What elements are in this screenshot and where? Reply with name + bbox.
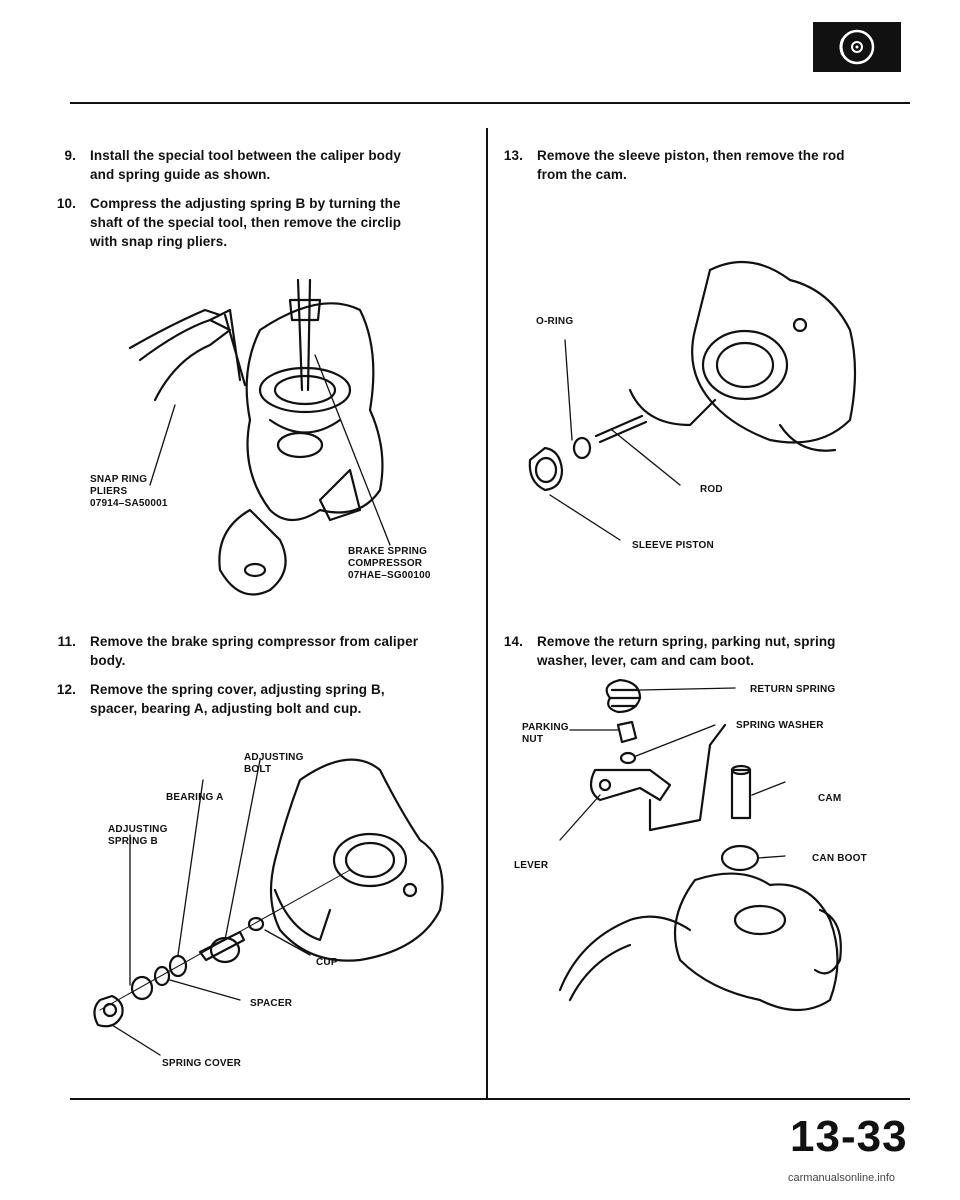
figure-sleeve-piston	[500, 250, 900, 560]
o-ring-part	[574, 438, 590, 458]
label-spring-cover: SPRING COVER	[162, 1058, 242, 1069]
step-text-line: and spring guide as shown.	[90, 167, 271, 182]
step-text-line: washer, lever, cam and cam boot.	[537, 653, 755, 668]
step-text-line: Install the special tool between the caliper body	[90, 148, 401, 163]
caliper-body	[271, 760, 443, 961]
label-rod: ROD	[700, 484, 723, 495]
label-spring-washer: SPRING WASHER	[736, 720, 824, 731]
adjusting-spring-b-part	[132, 977, 152, 999]
cup-part	[249, 918, 263, 930]
step-text-line: body.	[90, 653, 126, 668]
page-number: 13-33	[790, 1112, 908, 1161]
spacer-part	[155, 967, 169, 985]
label-spacer: SPACER	[250, 998, 293, 1009]
label-bearing-a: BEARING A	[166, 792, 224, 803]
step-text-line: shaft of the special tool, then remove the circlip	[90, 215, 402, 230]
label-o-ring: O-RING	[536, 316, 574, 327]
label-cup: CUP	[316, 957, 338, 968]
label-sleeve-piston: SLEEVE PISTON	[632, 540, 714, 551]
column-divider	[486, 128, 488, 1098]
parking-nut-part	[618, 722, 636, 742]
label-lever: LEVER	[514, 860, 549, 871]
sleeve-piston-part	[530, 448, 562, 490]
return-spring-part	[607, 680, 640, 712]
label-parking-nut: PARKING NUT	[522, 722, 569, 745]
caliper-body	[675, 874, 838, 1010]
step-number: 10.	[56, 196, 76, 211]
label-adjusting-spring-b: ADJUSTING SPRING B	[108, 824, 168, 847]
step-number: 12.	[56, 682, 76, 697]
cam-boot-part	[722, 846, 758, 870]
step-text-line: spacer, bearing A, adjusting bolt and cup.	[90, 701, 362, 716]
header-rule	[70, 102, 910, 104]
label-adjusting-bolt: ADJUSTING BOLT	[244, 752, 304, 775]
step-number: 13.	[503, 148, 523, 163]
label-return-spring: RETURN SPRING	[750, 684, 836, 695]
lever-bracket	[219, 510, 285, 595]
spring-washer-part	[621, 753, 635, 763]
spring-cover-part	[94, 996, 122, 1026]
step-number: 11.	[57, 634, 76, 649]
step-text-line: Remove the sleeve piston, then remove the rod	[537, 148, 845, 163]
step-text-line: from the cam.	[537, 167, 627, 182]
compressor-shaft	[298, 280, 310, 390]
label-brake-spring-compressor: BRAKE SPRING COMPRESSOR 07HAE–SG00100	[348, 546, 431, 581]
step-text-line: Remove the spring cover, adjusting spring B,	[90, 682, 385, 697]
step-text-line: with snap ring pliers.	[90, 234, 228, 249]
lever-part	[591, 770, 670, 800]
step-text-line: Remove the return spring, parking nut, spring	[537, 634, 836, 649]
step-number: 9.	[64, 148, 76, 163]
watermark-footer: carmanualsonline.info	[788, 1172, 896, 1184]
label-cam-boot: CAN BOOT	[812, 853, 867, 864]
figure-adjusting-bolt-assembly	[60, 740, 480, 1070]
footer-rule	[70, 1098, 910, 1100]
step-number: 14.	[503, 634, 523, 649]
label-snap-ring-pliers: SNAP RING PLIERS 07914–SA50001	[90, 474, 168, 509]
step-text-line: Remove the brake spring compressor from caliper	[90, 634, 419, 649]
label-cam: CAM	[818, 793, 842, 804]
brake-disc-icon	[813, 22, 901, 72]
section-icon-box	[813, 22, 901, 72]
pliers-handle	[140, 320, 230, 400]
caliper-body	[692, 262, 855, 443]
cam-part	[732, 770, 750, 818]
step-text-line: Compress the adjusting spring B by turning the	[90, 196, 401, 211]
